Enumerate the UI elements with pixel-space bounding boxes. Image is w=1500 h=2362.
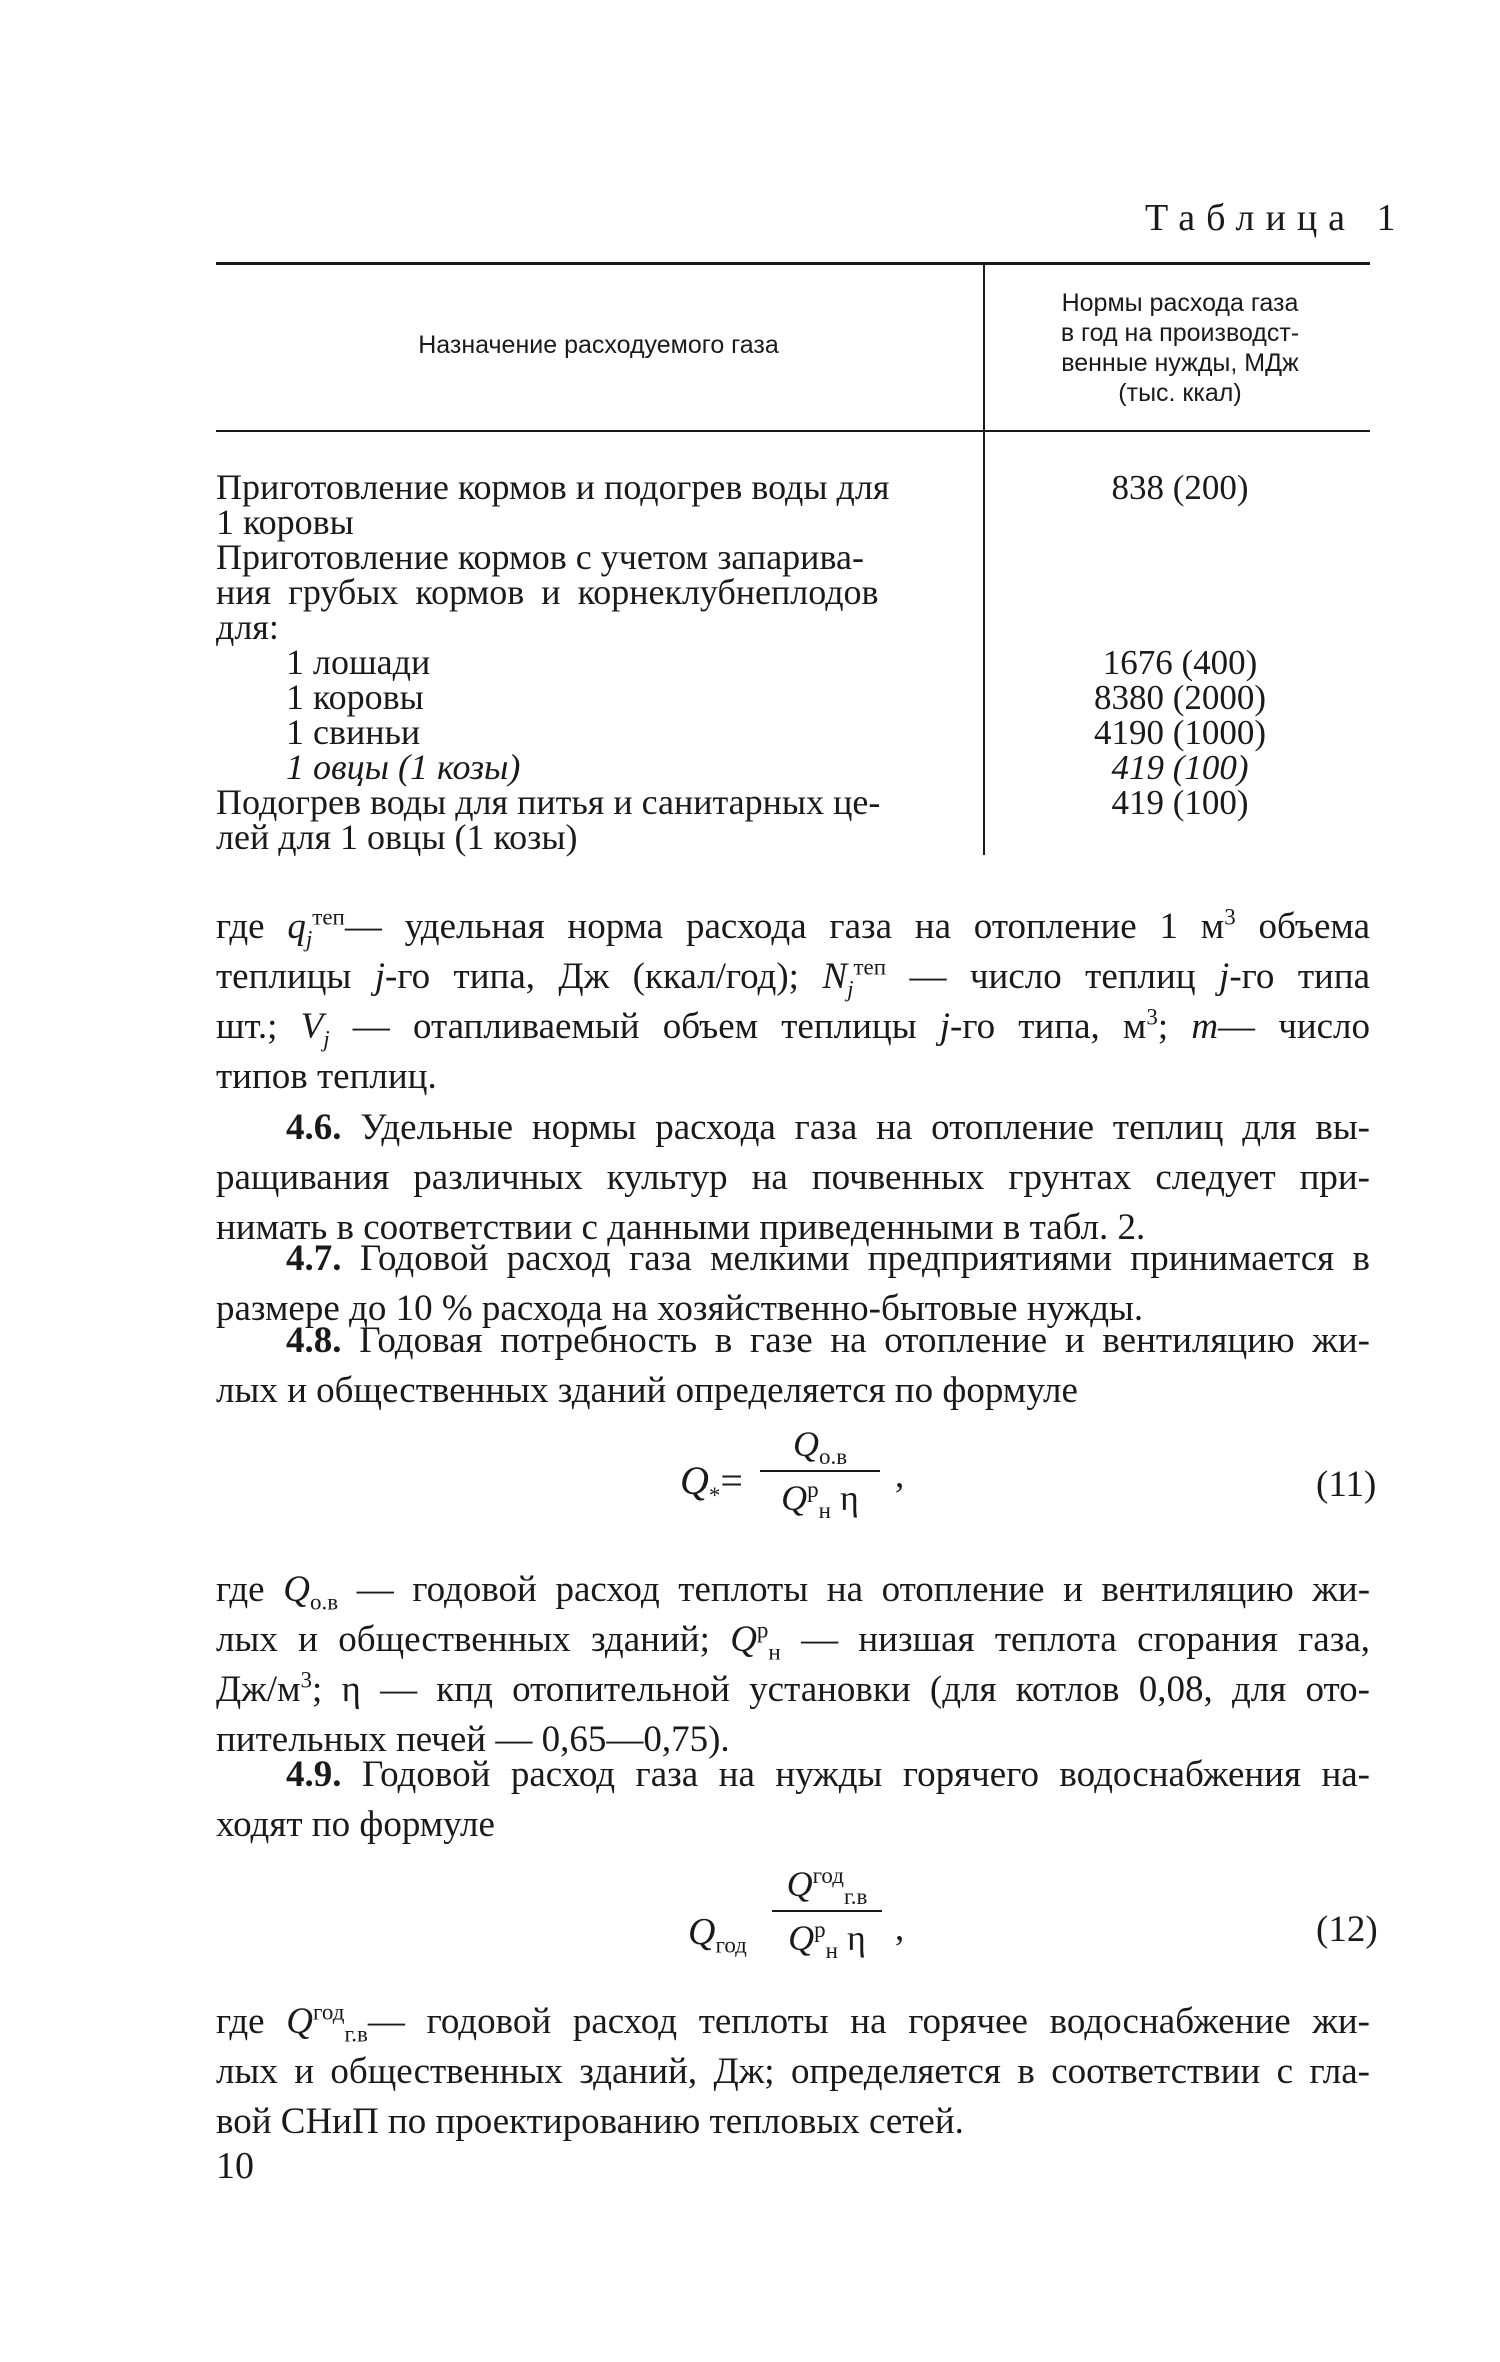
table-row-value: 8380 (2000) xyxy=(1093,678,1267,717)
text-line: типов теплиц. xyxy=(216,1056,437,1097)
text-line: ходят по формуле xyxy=(216,1804,495,1845)
table-header-norms xyxy=(990,288,1370,408)
table-row-label: 1 овцы (1 козы) xyxy=(286,747,521,787)
text-line: шт.; $V_j$ — отапливаемый объем теплицы j-го типа, $м^3$; m— число xyxy=(216,1004,1371,1052)
table-row-label: 1 коровы xyxy=(286,677,424,717)
table-row-label: для: xyxy=(216,607,279,647)
text-line: вой СНиП по проектированию тепловых сетей. xyxy=(216,2101,964,2142)
text-line: размере до 10 % расхода на хозяйственно-бытовые нужды. xyxy=(216,1288,1144,1329)
eq12-lhs: $Q_{год}$ xyxy=(688,1911,747,1958)
eq11-denominator: $Q^р_н$ η xyxy=(781,1477,859,1524)
paragraph-4-8 xyxy=(216,1316,1370,1416)
eq11-comma: , xyxy=(895,1455,905,1496)
paragraph-4-6 xyxy=(216,1103,1370,1253)
table-row-value: 419 (100) xyxy=(1111,783,1249,822)
symbol-v: $V_j$ xyxy=(300,1006,330,1052)
header-norms-line: венные нужды, МДж xyxy=(1061,349,1299,377)
symbol-qov: $Q_{о.в}$ xyxy=(283,1569,339,1615)
symbol-n-teplic: $N_j^{теп}$ xyxy=(822,954,887,1002)
header-norms-line: Нормы расхода газа xyxy=(1061,289,1299,317)
text-line: 4.8. Годовая потребность в газе на отопление и вентиляцию жи- xyxy=(286,1320,1370,1361)
table-column-divider xyxy=(983,262,985,855)
eq11-number: (11) xyxy=(1316,1464,1377,1505)
text-line: теплицы j-го типа, Дж (ккал/год); $N_j^{теп}$ — число теплиц j-го типа xyxy=(216,954,1371,1002)
fraction-bar xyxy=(772,1910,882,1912)
table-row-value: 4190 (1000) xyxy=(1093,713,1267,752)
text-line: 4.7. Годовой расход газа мелкими предприятиями принимается в xyxy=(286,1238,1371,1279)
table-header-rule xyxy=(216,430,1370,432)
text-line: нимать в соответствии с данными приведенными в табл. 2. xyxy=(216,1207,1146,1248)
fraction-bar xyxy=(760,1470,880,1472)
word: где xyxy=(216,906,265,947)
text-line: пительных печей — 0,65—0,75). xyxy=(216,1719,730,1760)
symbol-eta: η xyxy=(341,1669,361,1710)
paragraph-q-definition xyxy=(216,902,1370,1102)
eq11-lhs: $Q_*=$ xyxy=(680,1458,743,1508)
text-line xyxy=(216,902,1370,952)
header-norms-line: в год на производст- xyxy=(1060,319,1300,347)
text-line: лых и общественных зданий определяется по формуле xyxy=(216,1370,1078,1411)
table-caption: Таблица 1 xyxy=(1145,197,1407,239)
table-row-label: ния грубых кормов и корнеклубнеплодов xyxy=(216,572,879,612)
section-number: 4.9. xyxy=(286,1754,342,1795)
table-header-purpose: Назначение расходуемого газа xyxy=(418,331,779,359)
symbol-q-teplic: $q_j^{теп}$ xyxy=(287,904,345,952)
symbol-qgv: $Q^{год}_{г.в}$ xyxy=(286,1999,368,2047)
table-row-value: 1676 (400) xyxy=(1102,643,1258,682)
text-line: 4.6. Удельные нормы расхода газа на отопление теплиц для вы- xyxy=(286,1107,1370,1148)
symbol-m: m xyxy=(1191,1006,1219,1047)
table-row-label: 1 коровы xyxy=(216,502,354,542)
table-row-label: Приготовление кормов и подогрев воды для xyxy=(216,467,890,507)
table-row-value: 419 (100) xyxy=(1111,748,1249,787)
page-number: 10 xyxy=(216,2145,254,2187)
eq12-number: (12) xyxy=(1316,1909,1378,1950)
table-row-label: 1 свиньи xyxy=(286,712,421,752)
text-line: лых и общественных зданий, Дж; определяется в соответствии с гла- xyxy=(216,2051,1370,2092)
eq12-numerator: $Q^{год}_{г.в}$ xyxy=(786,1863,868,1910)
table-top-rule xyxy=(216,262,1370,265)
symbol-qnr: $Q^р_н$ xyxy=(730,1617,781,1665)
table-row-label: Подогрев воды для питья и санитарных це- xyxy=(216,782,881,822)
text-line: лых и общественных зданий; $Q^р_н$ — низшая теплота сгорания газа, xyxy=(216,1617,1371,1665)
table-row-label: лей для 1 овцы (1 козы) xyxy=(216,817,578,857)
table-row-label: Приготовление кормов с учетом запарива- xyxy=(216,537,864,577)
section-number: 4.6. xyxy=(286,1107,342,1148)
eq11-numerator: $Q_{о.в}$ xyxy=(792,1424,848,1470)
eq11-fraction xyxy=(760,1422,880,1524)
eq12-denominator: $Q^р_н$ η xyxy=(788,1917,866,1964)
section-number: 4.7. xyxy=(286,1238,342,1279)
table-row-value: 838 (200) xyxy=(1111,468,1249,507)
section-number: 4.8. xyxy=(286,1320,342,1361)
text-line: ращивания различных культур на почвенных грунтах следует при- xyxy=(216,1157,1370,1198)
table-row-label: 1 лошади xyxy=(286,642,431,682)
text-line: 4.9. Годовой расход газа на нужды горячего водоснабжения на- xyxy=(286,1754,1371,1795)
header-norms-line: (тыс. ккал) xyxy=(1118,379,1242,407)
eq12-fraction xyxy=(772,1862,882,1964)
superscript: 3 xyxy=(1224,904,1236,930)
text: объема xyxy=(1258,906,1371,947)
text-line: где $Q^{год}_{г.в}—$ годовой расход теплоты на горячее водоснабжение жи- xyxy=(216,1999,1370,2047)
text-line: где $Q_{о.в}$ — годовой расход теплоты на отопление и вентиляцию жи- xyxy=(216,1569,1371,1615)
paragraph-qov-definition xyxy=(216,1565,1370,1765)
text-line: $Дж/м^3$; η — кпд отопительной установки (для котлов 0,08, для ото- xyxy=(216,1667,1371,1710)
text: — удельная норма расхода газа на отопление 1 м xyxy=(344,906,1225,947)
eq12-comma: , xyxy=(895,1908,905,1949)
paragraph-4-9 xyxy=(216,1750,1370,1850)
paragraph-qgv-definition xyxy=(216,1997,1370,2147)
